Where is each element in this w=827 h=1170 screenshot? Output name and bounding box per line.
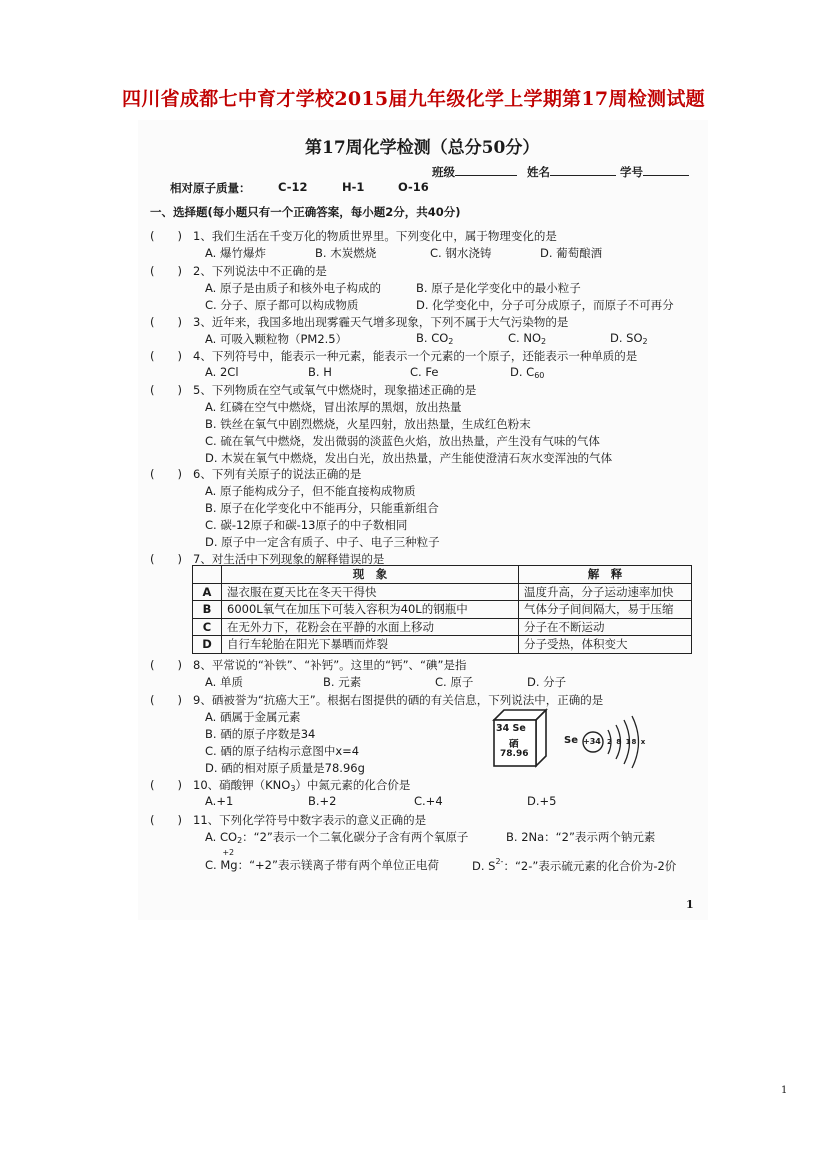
section-one-heading: 一、选择题(每小题只有一个正确答案，每小题2分，共40分) [150,205,461,219]
table-row [193,601,692,619]
row-phenomenon: 湿衣服在夏天比在冬天干得快 [222,583,519,601]
q1-option-d: D. 葡萄酿酒 [540,246,603,260]
q10-option-c: C.+4 [414,794,443,808]
q11-option-c-letter: C. [205,858,217,872]
row-phenomenon: 在无外力下，花粉会在平静的水面上移动 [222,618,519,636]
row-letter: D [193,636,222,654]
q4-option-d-subscript: 60 [534,371,545,380]
q3-option-c [508,331,546,346]
q3-option-c-text: C. NO [508,331,541,345]
tile-atomic-number: 34 [496,723,510,734]
exam-title: 第17周化学检测（总分50分） [305,138,540,158]
row-letter: B [193,601,222,619]
q4-stem: 4、下列符号中，能表示一种元素，能表示一个元素的一个原子，还能表示一种单质的是 [193,349,638,363]
tile-number-symbol [496,723,526,734]
tile-symbol: Se [512,723,526,734]
id-blank [643,163,689,176]
class-label: 班级 [432,165,455,179]
q4-answer-paren: ( ) [150,349,182,363]
diagram-nucleus-charge: +34 [583,737,601,746]
q11-option-d [472,857,676,874]
q11-stem: 11、下列化学符号中数字表示的意义正确的是 [193,813,427,827]
q3-option-b-text: B. CO [416,331,449,345]
q10-option-d: D.+5 [527,794,557,808]
q2-option-b: B. 原子是化学变化中的最小粒子 [416,281,581,295]
q11-option-d-superscript: 2- [495,857,504,866]
q4-option-b: B. H [308,365,332,379]
q10-option-a: A.+1 [205,794,234,808]
q6-answer-paren: ( ) [150,467,182,481]
q5-option-d: D. 木炭在氧气中燃烧，发出白光，放出热量，产生能使澄清石灰水变浑浊的气体 [205,451,613,465]
q9-stem: 9、硒被誉为“抗癌大王”。根据右图提供的硒的有关信息，下列说法中，正确的是 [193,693,604,707]
q6-option-c: C. 碳-12原子和碳-13原子的中子数相同 [205,518,408,532]
q5-answer-paren: ( ) [150,383,182,397]
q11-option-d-text: ：“2-”表示硫元素的化合价为-2价 [503,859,677,873]
table-header-row [193,566,692,584]
id-label: 学号 [620,165,643,179]
atomic-mass-o: O-16 [398,180,429,194]
q6-option-b: B. 原子在化学变化中不能再分，只能重新组合 [205,501,439,515]
q9-option-d: D. 硒的相对原子质量是78.96g [205,761,365,775]
q11-option-a-subscript: 2 [237,836,243,845]
table-header-explanation: 解 释 [519,566,692,584]
row-phenomenon: 6000L氧气在加压下可装入容积为40L的钢瓶中 [222,601,519,619]
q11-option-a [205,829,468,845]
q6-stem: 6、下列有关原子的说法正确的是 [193,467,362,481]
q8-option-a: A. 单质 [205,675,243,689]
tile-mass: 78.96 [500,749,529,759]
q7-answer-paren: ( ) [150,552,182,566]
table-row [193,636,692,654]
q4-option-d [510,365,544,380]
q1-option-c: C. 钢水浇铸 [430,246,492,260]
q1-stem: 1、我们生活在千变万化的物质世界里。下列变化中，属于物理变化的是 [193,229,557,243]
q8-answer-paren: ( ) [150,658,182,672]
q6-option-a: A. 原子能构成分子，但不能直接构成物质 [205,484,416,498]
q1-answer-paren: ( ) [150,229,182,243]
row-explanation: 分子受热，体积变大 [519,636,692,654]
q2-option-c: C. 分子、原子都可以构成物质 [205,298,359,312]
q11-option-c [205,848,439,873]
table-row [193,618,692,636]
q7-explanation-table [192,565,692,654]
q9-option-a: A. 硒属于金属元素 [205,710,301,724]
q11-option-c-symbol-wrap [220,848,238,872]
q11-answer-paren: ( ) [150,813,182,827]
q3-answer-paren: ( ) [150,315,182,329]
q2-option-a: A. 原子是由质子和核外电子构成的 [205,281,381,295]
q9-option-b: B. 硒的原子序数是34 [205,727,316,741]
q9-option-c: C. 硒的原子结构示意图中x=4 [205,744,360,758]
q5-option-a: A. 红磷在空气中燃烧，冒出浓厚的黑烟，放出热量 [205,400,462,414]
q9-answer-paren: ( ) [150,693,182,707]
q11-option-c-charge: +2 [222,848,235,857]
q2-option-d: D. 化学变化中，分子可分成原子，而原子不可再分 [416,298,674,312]
name-field [527,163,616,180]
row-phenomenon: 自行车轮胎在阳光下暴晒而炸裂 [222,636,519,654]
q10-answer-paren: ( ) [150,778,182,792]
class-field [432,163,517,180]
q10-stem [193,777,410,793]
tile-name: 硒 [509,739,519,750]
atomic-mass-c: C-12 [278,180,308,194]
q1-option-a: A. 爆竹爆炸 [205,246,266,260]
diagram-shell-counts: 2 8 18 x [607,738,647,746]
row-letter: C [193,618,222,636]
page-number: 1 [781,1085,788,1096]
q5-option-c: C. 硫在氧气中燃烧，发出微弱的淡蓝色火焰，放出热量，产生没有气味的气体 [205,434,600,448]
q11-option-a-formula: A. CO [205,830,238,844]
q11-option-b: B. 2Na：“2”表示两个钠元素 [506,830,656,844]
q3-option-c-subscript: 2 [541,337,547,346]
q11-option-c-text: ：“+2”表示镁离子带有两个单位正电荷 [237,858,439,872]
q11-option-a-text: ：“2”表示一个二氧化碳分子含有两个氧原子 [242,830,469,844]
diagram-symbol: Se [564,735,578,746]
table-row [193,583,692,601]
q3-option-d-text: D. SO [610,331,643,345]
row-explanation: 分子在不断运动 [519,618,692,636]
q3-stem: 3、近年来，我国多地出现雾霾天气增多现象，下列不属于大气污染物的是 [193,315,569,329]
q1-option-b: B. 木炭燃烧 [315,246,377,260]
q3-option-b-subscript: 2 [448,337,454,346]
q7-stem: 7、对生活中下列现象的解释错误的是 [193,552,385,566]
q8-option-b: B. 元素 [323,675,362,689]
table-header-phenomenon: 现 象 [222,566,519,584]
q8-option-c: C. 原子 [435,675,474,689]
q11-option-c-symbol: Mg [220,858,238,872]
q10-stem-subscript: 3 [290,784,296,793]
document-title: 四川省成都七中育才学校2015届九年级化学上学期第17周检测试题 [122,88,705,110]
q8-option-d: D. 分子 [527,675,567,689]
atomic-mass-h: H-1 [342,180,365,194]
q4-option-a: A. 2Cl [205,365,239,379]
q8-stem: 8、平常说的“补铁”、“补钙”。这里的“钙”、“碘”是指 [193,658,467,672]
atomic-mass-label: 相对原子质量： [170,181,251,195]
q4-option-c: C. Fe [410,365,439,379]
name-blank [550,163,616,176]
q3-option-d [610,331,648,346]
q10-stem-start: 10、硝酸钾（KNO [193,778,291,792]
tile-side-face [536,710,546,766]
inner-page-number: 1 [686,898,694,911]
q3-option-d-subscript: 2 [642,337,648,346]
q11-option-d-symbol: D. S [472,859,496,873]
table-header-blank [193,566,222,584]
selenium-tile-graphic [484,708,556,776]
q4-option-d-text: D. C [510,365,535,379]
q10-option-b: B.+2 [308,794,337,808]
q6-option-d: D. 原子中一定含有质子、中子、电子三种粒子 [205,535,440,549]
name-label: 姓名 [527,165,550,179]
q3-option-a: A. 可吸入颗粒物（PM2.5） [205,332,348,346]
row-letter: A [193,583,222,601]
row-explanation: 温度升高，分子运动速率加快 [519,583,692,601]
q10-stem-end: ）中氮元素的化合价是 [295,778,411,792]
q2-stem: 2、下列说法中不正确的是 [193,264,327,278]
q3-option-b [416,331,453,346]
id-field [620,163,689,180]
class-blank [455,163,517,176]
q2-answer-paren: ( ) [150,264,182,278]
q5-stem: 5、下列物质在空气或氧气中燃烧时，现象描述正确的是 [193,383,477,397]
row-explanation: 气体分子间间隔大，易于压缩 [519,601,692,619]
q5-option-b: B. 铁丝在氧气中剧烈燃烧，火星四射，放出热量，生成红色粉末 [205,417,531,431]
